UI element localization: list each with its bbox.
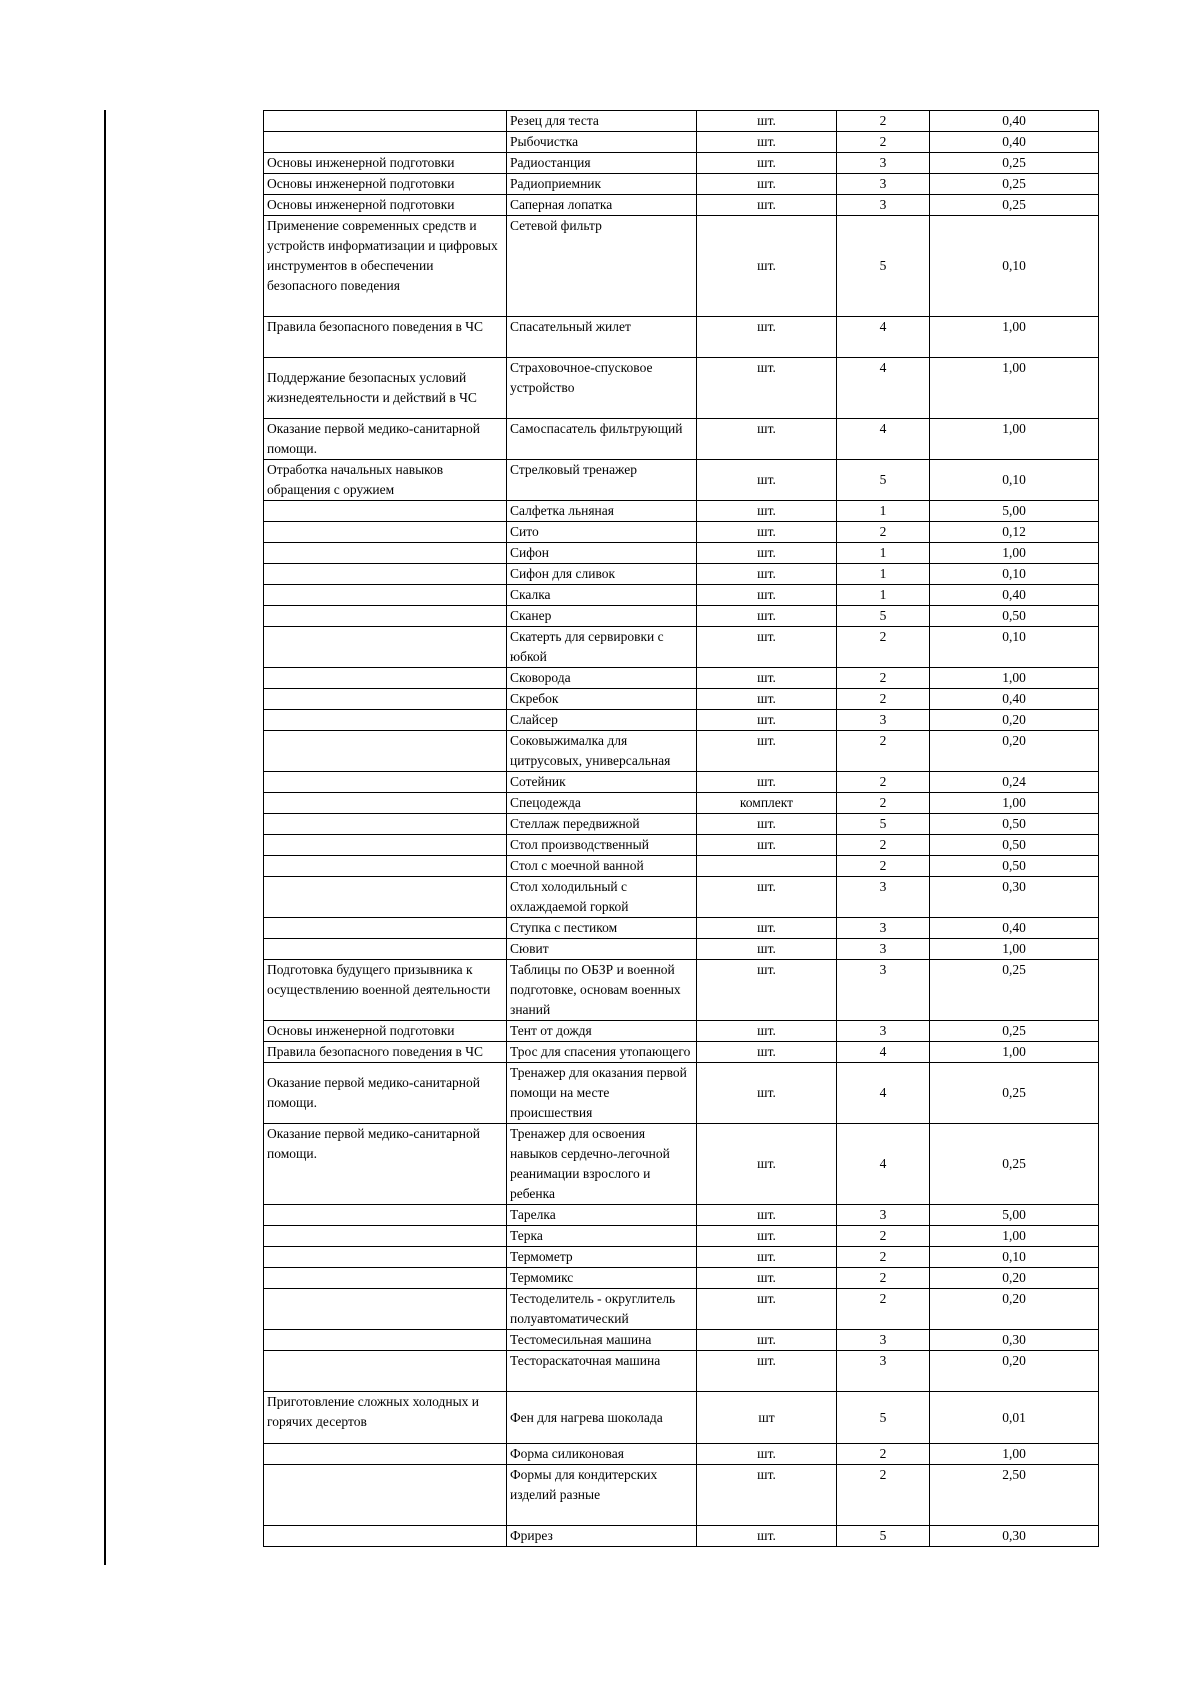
table-row	[264, 1042, 1099, 1063]
section-cell: Подготовка будущего призывника к осуществлению военной деятельности	[264, 960, 507, 1021]
norm-cell: 1,00	[930, 1042, 1099, 1063]
quantity-cell: 2	[837, 772, 930, 793]
unit-cell: шт.	[697, 216, 837, 317]
item-name-cell: Сювит	[507, 939, 697, 960]
section-cell	[264, 918, 507, 939]
quantity-cell: 4	[837, 358, 930, 419]
norm-cell: 0,24	[930, 772, 1099, 793]
equipment-table-body	[264, 111, 1099, 1547]
unit-cell: шт.	[697, 111, 837, 132]
section-cell	[264, 585, 507, 606]
quantity-cell: 2	[837, 731, 930, 772]
section-cell: Правила безопасного поведения в ЧС	[264, 317, 507, 358]
unit-cell	[697, 856, 837, 877]
unit-cell: шт.	[697, 731, 837, 772]
quantity-cell: 5	[837, 216, 930, 317]
item-name-cell: Салфетка льняная	[507, 501, 697, 522]
norm-cell: 0,10	[930, 460, 1099, 501]
section-cell	[264, 606, 507, 627]
quantity-cell: 5	[837, 460, 930, 501]
section-cell	[264, 1247, 507, 1268]
table-row	[264, 918, 1099, 939]
table-row	[264, 1124, 1099, 1205]
unit-cell: шт.	[697, 1021, 837, 1042]
quantity-cell: 2	[837, 1226, 930, 1247]
unit-cell: комплект	[697, 793, 837, 814]
quantity-cell: 3	[837, 195, 930, 216]
section-cell	[264, 1330, 507, 1351]
item-name-cell: Радиоприемник	[507, 174, 697, 195]
quantity-cell: 3	[837, 710, 930, 731]
section-cell	[264, 772, 507, 793]
item-name-cell: Сифон для сливок	[507, 564, 697, 585]
norm-cell: 0,40	[930, 918, 1099, 939]
quantity-cell: 4	[837, 1124, 930, 1205]
item-name-cell: Стеллаж передвижной	[507, 814, 697, 835]
table-row	[264, 216, 1099, 317]
quantity-cell: 1	[837, 543, 930, 564]
quantity-cell: 5	[837, 814, 930, 835]
section-cell: Поддержание безопасных условий жизнедеятельности и действий в ЧС	[264, 358, 507, 419]
item-name-cell: Тренажер для освоения навыков сердечно-легочной реанимации взрослого и ребенка	[507, 1124, 697, 1205]
unit-cell: шт.	[697, 153, 837, 174]
unit-cell: шт.	[697, 1205, 837, 1226]
quantity-cell: 2	[837, 1268, 930, 1289]
norm-cell: 0,25	[930, 1063, 1099, 1124]
quantity-cell: 2	[837, 668, 930, 689]
quantity-cell: 3	[837, 1351, 930, 1392]
unit-cell: шт.	[697, 174, 837, 195]
norm-cell: 0,25	[930, 960, 1099, 1021]
quantity-cell: 3	[837, 153, 930, 174]
unit-cell: шт.	[697, 1465, 837, 1526]
item-name-cell: Трос для спасения утопающего	[507, 1042, 697, 1063]
section-cell: Отработка начальных навыков обращения с оружием	[264, 460, 507, 501]
item-name-cell: Фен для нагрева шоколада	[507, 1392, 697, 1444]
norm-cell: 0,25	[930, 153, 1099, 174]
norm-cell: 0,50	[930, 814, 1099, 835]
quantity-cell: 2	[837, 111, 930, 132]
norm-cell: 1,00	[930, 1444, 1099, 1465]
norm-cell: 0,20	[930, 1268, 1099, 1289]
table-row	[264, 195, 1099, 216]
table-row	[264, 317, 1099, 358]
norm-cell: 0,10	[930, 627, 1099, 668]
quantity-cell: 3	[837, 918, 930, 939]
table-row	[264, 939, 1099, 960]
item-name-cell: Тестораскаточная машина	[507, 1351, 697, 1392]
unit-cell: шт.	[697, 1247, 837, 1268]
quantity-cell: 1	[837, 564, 930, 585]
quantity-cell: 2	[837, 627, 930, 668]
norm-cell: 0,50	[930, 835, 1099, 856]
item-name-cell: Тарелка	[507, 1205, 697, 1226]
equipment-table	[263, 110, 1099, 1547]
quantity-cell: 3	[837, 174, 930, 195]
norm-cell: 0,40	[930, 111, 1099, 132]
unit-cell: шт.	[697, 132, 837, 153]
quantity-cell: 5	[837, 1392, 930, 1444]
quantity-cell: 2	[837, 689, 930, 710]
table-row	[264, 960, 1099, 1021]
unit-cell: шт.	[697, 772, 837, 793]
section-cell	[264, 793, 507, 814]
quantity-cell: 4	[837, 1063, 930, 1124]
norm-cell: 0,20	[930, 710, 1099, 731]
table-row	[264, 1247, 1099, 1268]
quantity-cell: 5	[837, 1526, 930, 1547]
unit-cell: шт.	[697, 1351, 837, 1392]
quantity-cell: 4	[837, 419, 930, 460]
unit-cell: шт.	[697, 522, 837, 543]
table-row	[264, 856, 1099, 877]
unit-cell: шт.	[697, 317, 837, 358]
item-name-cell: Таблицы по ОБЗР и военной подготовке, основам военных знаний	[507, 960, 697, 1021]
item-name-cell: Тент от дождя	[507, 1021, 697, 1042]
table-row	[264, 835, 1099, 856]
table-row	[264, 174, 1099, 195]
item-name-cell: Тестомесильная машина	[507, 1330, 697, 1351]
item-name-cell: Тестоделитель - округлитель полуавтоматический	[507, 1289, 697, 1330]
norm-cell: 1,00	[930, 543, 1099, 564]
table-row	[264, 627, 1099, 668]
norm-cell: 0,25	[930, 1124, 1099, 1205]
norm-cell: 0,25	[930, 1021, 1099, 1042]
table-row	[264, 111, 1099, 132]
norm-cell: 2,50	[930, 1465, 1099, 1526]
item-name-cell: Скалка	[507, 585, 697, 606]
item-name-cell: Терка	[507, 1226, 697, 1247]
norm-cell: 0,50	[930, 856, 1099, 877]
table-row	[264, 1289, 1099, 1330]
unit-cell: шт.	[697, 1289, 837, 1330]
unit-cell: шт	[697, 1392, 837, 1444]
unit-cell: шт.	[697, 668, 837, 689]
unit-cell: шт.	[697, 835, 837, 856]
section-cell	[264, 501, 507, 522]
section-cell	[264, 543, 507, 564]
section-cell	[264, 111, 507, 132]
item-name-cell: Страховочное-спусковое устройство	[507, 358, 697, 419]
item-name-cell: Стрелковый тренажер	[507, 460, 697, 501]
unit-cell: шт.	[697, 710, 837, 731]
unit-cell: шт.	[697, 1042, 837, 1063]
section-cell	[264, 132, 507, 153]
table-row	[264, 1351, 1099, 1392]
item-name-cell: Спецодежда	[507, 793, 697, 814]
quantity-cell: 2	[837, 793, 930, 814]
quantity-cell: 4	[837, 317, 930, 358]
quantity-cell: 2	[837, 522, 930, 543]
norm-cell: 1,00	[930, 317, 1099, 358]
unit-cell: шт.	[697, 460, 837, 501]
norm-cell: 5,00	[930, 1205, 1099, 1226]
section-cell	[264, 877, 507, 918]
section-cell: Основы инженерной подготовки	[264, 1021, 507, 1042]
item-name-cell: Фрирез	[507, 1526, 697, 1547]
section-cell: Применение современных средств и устройств информатизации и цифровых инструментов в обеспечении безопасного поведения	[264, 216, 507, 317]
quantity-cell: 3	[837, 877, 930, 918]
section-cell	[264, 710, 507, 731]
unit-cell: шт.	[697, 419, 837, 460]
item-name-cell: Термомикс	[507, 1268, 697, 1289]
table-row	[264, 814, 1099, 835]
norm-cell: 1,00	[930, 419, 1099, 460]
section-cell	[264, 939, 507, 960]
unit-cell: шт.	[697, 689, 837, 710]
quantity-cell: 5	[837, 606, 930, 627]
table-row	[264, 132, 1099, 153]
section-cell	[264, 627, 507, 668]
table-row	[264, 1205, 1099, 1226]
table-row	[264, 1268, 1099, 1289]
section-cell	[264, 522, 507, 543]
item-name-cell: Самоспасатель фильтрующий	[507, 419, 697, 460]
section-cell	[264, 1351, 507, 1392]
section-cell	[264, 1268, 507, 1289]
norm-cell: 0,40	[930, 132, 1099, 153]
section-cell: Правила безопасного поведения в ЧС	[264, 1042, 507, 1063]
item-name-cell: Саперная лопатка	[507, 195, 697, 216]
quantity-cell: 3	[837, 1021, 930, 1042]
norm-cell: 0,25	[930, 195, 1099, 216]
item-name-cell: Скатерть для сервировки с юбкой	[507, 627, 697, 668]
table-row	[264, 1392, 1099, 1444]
quantity-cell: 3	[837, 960, 930, 1021]
norm-cell: 1,00	[930, 793, 1099, 814]
norm-cell: 0,20	[930, 1351, 1099, 1392]
table-row	[264, 1526, 1099, 1547]
item-name-cell: Сито	[507, 522, 697, 543]
unit-cell: шт.	[697, 918, 837, 939]
quantity-cell: 3	[837, 1330, 930, 1351]
item-name-cell: Ступка с пестиком	[507, 918, 697, 939]
unit-cell: шт.	[697, 606, 837, 627]
table-row	[264, 543, 1099, 564]
item-name-cell: Сетевой фильтр	[507, 216, 697, 317]
item-name-cell: Скребок	[507, 689, 697, 710]
quantity-cell: 2	[837, 835, 930, 856]
unit-cell: шт.	[697, 585, 837, 606]
section-cell	[264, 1226, 507, 1247]
norm-cell: 0,20	[930, 731, 1099, 772]
norm-cell: 0,30	[930, 1526, 1099, 1547]
norm-cell: 0,10	[930, 564, 1099, 585]
unit-cell: шт.	[697, 877, 837, 918]
section-cell	[264, 856, 507, 877]
table-row	[264, 501, 1099, 522]
norm-cell: 0,10	[930, 216, 1099, 317]
quantity-cell: 2	[837, 1444, 930, 1465]
table-row	[264, 1465, 1099, 1526]
margin-line	[104, 110, 106, 1565]
table-row	[264, 1226, 1099, 1247]
unit-cell: шт.	[697, 939, 837, 960]
unit-cell: шт.	[697, 501, 837, 522]
norm-cell: 0,20	[930, 1289, 1099, 1330]
table-row	[264, 877, 1099, 918]
table-row	[264, 689, 1099, 710]
item-name-cell: Сотейник	[507, 772, 697, 793]
norm-cell: 1,00	[930, 939, 1099, 960]
section-cell: Оказание первой медико-санитарной помощи.	[264, 1063, 507, 1124]
norm-cell: 0,30	[930, 1330, 1099, 1351]
item-name-cell: Спасательный жилет	[507, 317, 697, 358]
norm-cell: 1,00	[930, 358, 1099, 419]
section-cell	[264, 564, 507, 585]
unit-cell: шт.	[697, 564, 837, 585]
quantity-cell: 2	[837, 1465, 930, 1526]
item-name-cell: Термометр	[507, 1247, 697, 1268]
item-name-cell: Сифон	[507, 543, 697, 564]
section-cell	[264, 1526, 507, 1547]
item-name-cell: Формы для кондитерских изделий разные	[507, 1465, 697, 1526]
item-name-cell: Сковорода	[507, 668, 697, 689]
unit-cell: шт.	[697, 627, 837, 668]
section-cell	[264, 1205, 507, 1226]
norm-cell: 0,25	[930, 174, 1099, 195]
norm-cell: 0,50	[930, 606, 1099, 627]
section-cell	[264, 835, 507, 856]
section-cell	[264, 1444, 507, 1465]
unit-cell: шт.	[697, 1526, 837, 1547]
quantity-cell: 4	[837, 1042, 930, 1063]
unit-cell: шт.	[697, 1124, 837, 1205]
norm-cell: 0,12	[930, 522, 1099, 543]
table-row	[264, 793, 1099, 814]
unit-cell: шт.	[697, 543, 837, 564]
table-row	[264, 668, 1099, 689]
table-row	[264, 1444, 1099, 1465]
item-name-cell: Слайсер	[507, 710, 697, 731]
unit-cell: шт.	[697, 1268, 837, 1289]
table-row	[264, 460, 1099, 501]
norm-cell: 5,00	[930, 501, 1099, 522]
norm-cell: 0,40	[930, 585, 1099, 606]
quantity-cell: 1	[837, 501, 930, 522]
unit-cell: шт.	[697, 1063, 837, 1124]
unit-cell: шт.	[697, 814, 837, 835]
item-name-cell: Радиостанция	[507, 153, 697, 174]
quantity-cell: 2	[837, 1289, 930, 1330]
unit-cell: шт.	[697, 1226, 837, 1247]
table-row	[264, 153, 1099, 174]
section-cell: Основы инженерной подготовки	[264, 195, 507, 216]
quantity-cell: 3	[837, 939, 930, 960]
table-row	[264, 1021, 1099, 1042]
item-name-cell: Соковыжималка для цитрусовых, универсальная	[507, 731, 697, 772]
unit-cell: шт.	[697, 358, 837, 419]
table-row	[264, 358, 1099, 419]
table-row	[264, 1063, 1099, 1124]
item-name-cell: Резец для теста	[507, 111, 697, 132]
section-cell	[264, 1289, 507, 1330]
unit-cell: шт.	[697, 195, 837, 216]
norm-cell: 0,10	[930, 1247, 1099, 1268]
table-row	[264, 1330, 1099, 1351]
quantity-cell: 3	[837, 1205, 930, 1226]
section-cell: Приготовление сложных холодных и горячих десертов	[264, 1392, 507, 1444]
unit-cell: шт.	[697, 1330, 837, 1351]
table-row	[264, 606, 1099, 627]
table-row	[264, 710, 1099, 731]
unit-cell: шт.	[697, 1444, 837, 1465]
item-name-cell: Стол производственный	[507, 835, 697, 856]
quantity-cell: 2	[837, 132, 930, 153]
table-row	[264, 522, 1099, 543]
section-cell	[264, 1465, 507, 1526]
section-cell: Основы инженерной подготовки	[264, 153, 507, 174]
norm-cell: 1,00	[930, 1226, 1099, 1247]
section-cell: Оказание первой медико-санитарной помощи.	[264, 419, 507, 460]
item-name-cell: Форма силиконовая	[507, 1444, 697, 1465]
item-name-cell: Стол с моечной ванной	[507, 856, 697, 877]
table-row	[264, 772, 1099, 793]
section-cell	[264, 731, 507, 772]
section-cell	[264, 814, 507, 835]
item-name-cell: Стол холодильный с охлаждаемой горкой	[507, 877, 697, 918]
section-cell: Основы инженерной подготовки	[264, 174, 507, 195]
quantity-cell: 1	[837, 585, 930, 606]
norm-cell: 0,40	[930, 689, 1099, 710]
table-row	[264, 419, 1099, 460]
quantity-cell: 2	[837, 856, 930, 877]
item-name-cell: Тренажер для оказания первой помощи на месте происшествия	[507, 1063, 697, 1124]
section-cell	[264, 689, 507, 710]
item-name-cell: Сканер	[507, 606, 697, 627]
norm-cell: 1,00	[930, 668, 1099, 689]
quantity-cell: 2	[837, 1247, 930, 1268]
unit-cell: шт.	[697, 960, 837, 1021]
table-row	[264, 731, 1099, 772]
norm-cell: 0,01	[930, 1392, 1099, 1444]
table-row	[264, 585, 1099, 606]
section-cell	[264, 668, 507, 689]
item-name-cell: Рыбочистка	[507, 132, 697, 153]
table-row	[264, 564, 1099, 585]
norm-cell: 0,30	[930, 877, 1099, 918]
section-cell: Оказание первой медико-санитарной помощи.	[264, 1124, 507, 1205]
